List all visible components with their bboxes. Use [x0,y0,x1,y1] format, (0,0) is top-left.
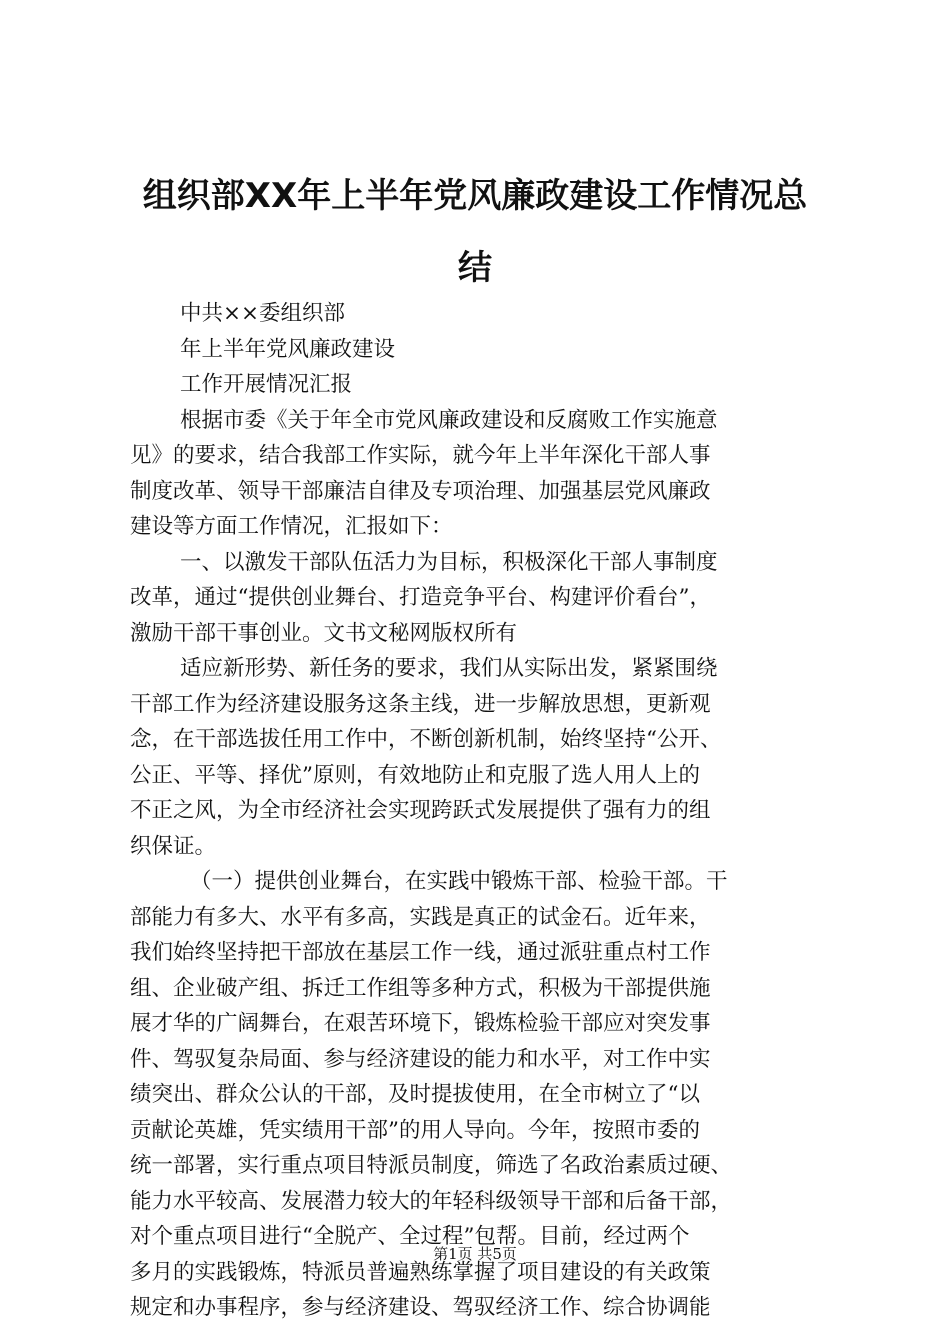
text-line: 多月的实践锻炼，特派员普遍熟练掌握了项目建设的有关政策 [130,1259,711,1285]
text-line: 干部工作为经济建设服务这条主线，进一步解放思想，更新观 [130,691,711,717]
text-line: 激励干部干事创业。文书文秘网版权所有 [130,620,518,646]
text-line: （一）提供创业舞台，在实践中锻炼干部、检验干部。干 [190,869,728,894]
text-line: 统一部署，实行重点项目特派员制度，筛选了名政治素质过硬、 [130,1153,733,1178]
text-line: 一、以激发干部队伍活力为目标，积极深化干部人事制度 [180,549,718,575]
title-line-1: 组织部XX年上半年党风廉政建设工作情况总 [142,176,808,216]
text-line: 规定和办事程序，参与经济建设、驾驭经济工作、综合协调能 [130,1295,711,1320]
text-line: 公正、平等、择优”原则，有效地防止和克服了选人用人上的 [130,762,700,788]
text-line: 件、驾驭复杂局面、参与经济建设的能力和水平，对工作中实 [130,1046,711,1072]
text-line: 部能力有多大、水平有多高，实践是真正的试金石。近年来， [130,904,711,930]
text-line: 不正之风，为全市经济社会实现跨跃式发展提供了强有力的组 [130,798,711,823]
title-line-2: 结 [458,248,492,288]
document-body [130,296,830,1326]
text-line: 念，在干部选拔任用工作中，不断创新机制，始终坚持“公开、 [130,727,722,752]
text-line: 建设等方面工作情况，汇报如下： [130,514,453,539]
text-line: 制度改革、领导干部廉洁自律及专项治理、加强基层党风廉政 [130,478,711,504]
text-line: 组、企业破产组、拆迁工作组等多种方式，积极为干部提供施 [130,975,711,1001]
text-line: 中共××委组织部 [180,301,346,326]
page-footer [0,1244,950,1264]
text-line: 展才华的广阔舞台，在艰苦环境下，锻炼检验干部应对突发事 [130,1011,711,1036]
text-line: 适应新形势、新任务的要求，我们从实际出发，紧紧围绕 [180,656,718,681]
page-number: 第1页 共5页 [433,1245,517,1263]
text-line: 改革，通过“提供创业舞台、打造竞争平台、构建评价看台”， [130,585,711,610]
text-line: 工作开展情况汇报 [180,372,353,397]
text-line: 我们始终坚持把干部放在基层工作一线，通过派驻重点村工作 [130,940,711,965]
text-line: 根据市委《关于年全市党风廉政建设和反腐败工作实施意 [180,407,718,433]
text-line: 织保证。 [130,833,217,859]
text-line: 贡献论英雄，凭实绩用干部”的用人导向。今年，按照市委的 [130,1117,700,1143]
text-line: 对个重点项目进行“全脱产、全过程”包帮。目前，经过两个 [130,1224,690,1249]
text-line: 绩突出、群众公认的干部，及时提拔使用，在全市树立了“以 [130,1082,700,1107]
text-line: 年上半年党风廉政建设 [180,336,396,362]
text-line: 见》的要求，结合我部工作实际，就今年上半年深化干部人事 [130,443,711,468]
document-title [110,160,840,304]
text-line: 能力水平较高、发展潜力较大的年轻科级领导干部和后备干部， [130,1188,733,1214]
